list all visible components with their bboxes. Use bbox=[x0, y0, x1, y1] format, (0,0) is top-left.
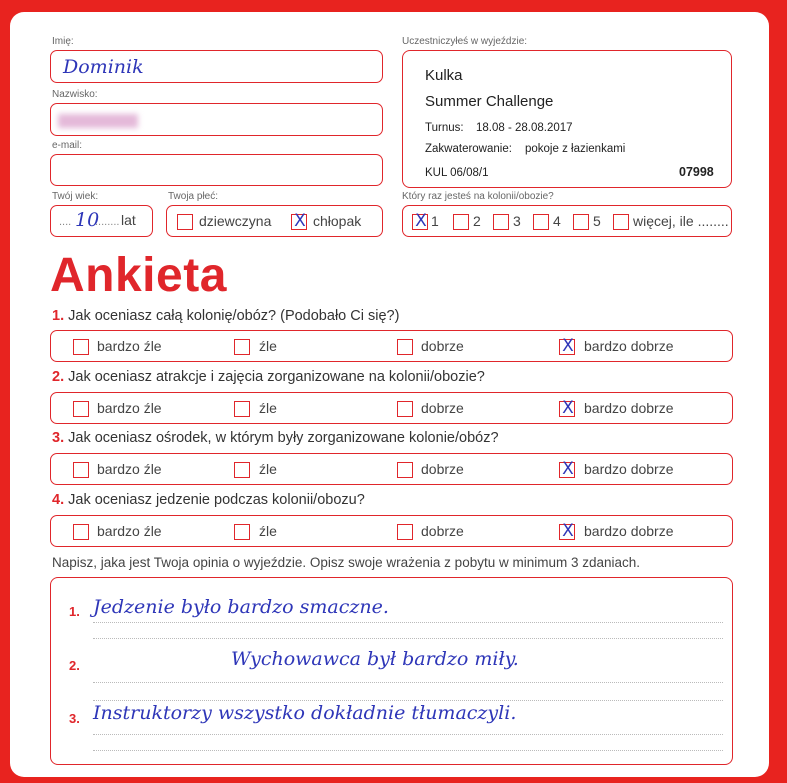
age-value: 10 bbox=[75, 209, 100, 231]
times-checkbox-5[interactable] bbox=[573, 214, 589, 230]
participation-card bbox=[402, 50, 732, 188]
times-option-4: 4 bbox=[553, 213, 561, 229]
accommodation-value: pokoje z łazienkami bbox=[525, 143, 626, 155]
times-option-1: 1 bbox=[431, 213, 439, 229]
question-4 bbox=[52, 492, 365, 508]
opinion-line-number: 3. bbox=[69, 711, 80, 726]
redacted-surname bbox=[58, 114, 138, 128]
times-checkbox-more[interactable] bbox=[613, 214, 629, 230]
question-3 bbox=[52, 430, 499, 446]
option-label-bad: źle bbox=[259, 461, 277, 477]
check-mark: X bbox=[562, 521, 574, 541]
opinion-box[interactable] bbox=[50, 577, 733, 765]
survey-sheet bbox=[10, 12, 769, 777]
check-mark: X bbox=[562, 398, 574, 418]
check-mark: X bbox=[562, 459, 574, 479]
option-label-very-bad: bardzo źle bbox=[97, 523, 162, 539]
age-label: Twój wiek: bbox=[52, 191, 99, 202]
survey-title: Ankieta bbox=[50, 249, 227, 302]
opinion-line-3: Instruktorzy wszystko dokładnie tłumaczyli. bbox=[93, 702, 517, 724]
question-text: Jak oceniasz całą kolonię/obóz? (Podobało Ci się?) bbox=[68, 308, 400, 324]
gender-option-girl: dziewczyna bbox=[199, 213, 272, 229]
participation-label: Uczestniczyłeś w wyjeździe: bbox=[402, 36, 528, 47]
form-number: 07998 bbox=[679, 165, 714, 179]
times-option-3: 3 bbox=[513, 213, 521, 229]
question-text: Jak oceniasz jedzenie podczas kolonii/obozu? bbox=[68, 492, 365, 508]
check-mark: X bbox=[294, 211, 306, 231]
times-field bbox=[402, 205, 732, 237]
option-checkbox-good[interactable] bbox=[397, 401, 413, 417]
line-divider bbox=[93, 734, 723, 735]
answer-row-1 bbox=[50, 330, 733, 362]
option-checkbox-good[interactable] bbox=[397, 462, 413, 478]
age-unit: lat bbox=[121, 212, 136, 228]
option-checkbox-very-bad[interactable] bbox=[73, 339, 89, 355]
times-checkbox-1[interactable] bbox=[412, 211, 428, 231]
question-1 bbox=[52, 308, 399, 324]
gender-checkbox-boy[interactable] bbox=[291, 211, 307, 231]
line-divider bbox=[93, 638, 723, 639]
accommodation-label: Zakwaterowanie: bbox=[425, 143, 512, 155]
question-text: Jak oceniasz ośrodek, w którym były zorganizowane kolonie/obóz? bbox=[68, 430, 499, 446]
option-checkbox-very-bad[interactable] bbox=[73, 401, 89, 417]
option-label-bad: źle bbox=[259, 400, 277, 416]
age-dots-after: ........ bbox=[95, 216, 120, 228]
option-label-good: dobrze bbox=[421, 400, 464, 416]
program-name: Summer Challenge bbox=[425, 93, 554, 110]
name-field[interactable] bbox=[50, 50, 383, 83]
option-label-bad: źle bbox=[259, 338, 277, 354]
answer-row-3 bbox=[50, 453, 733, 485]
option-checkbox-very-good[interactable] bbox=[559, 398, 575, 418]
name-value: Dominik bbox=[63, 56, 144, 78]
option-label-very-good: bardzo dobrze bbox=[584, 400, 674, 416]
times-option-5: 5 bbox=[593, 213, 601, 229]
option-checkbox-very-bad[interactable] bbox=[73, 462, 89, 478]
option-checkbox-bad[interactable] bbox=[234, 524, 250, 540]
line-divider bbox=[93, 622, 723, 623]
line-divider bbox=[93, 700, 723, 701]
option-checkbox-very-good[interactable] bbox=[559, 336, 575, 356]
line-divider bbox=[93, 682, 723, 683]
option-checkbox-very-bad[interactable] bbox=[73, 524, 89, 540]
option-label-good: dobrze bbox=[421, 338, 464, 354]
option-checkbox-bad[interactable] bbox=[234, 401, 250, 417]
turnus-label: Turnus: bbox=[425, 122, 464, 134]
surname-label: Nazwisko: bbox=[52, 89, 98, 100]
times-option-2: 2 bbox=[473, 213, 481, 229]
option-label-very-good: bardzo dobrze bbox=[584, 461, 674, 477]
opinion-line-number: 1. bbox=[69, 604, 80, 619]
option-checkbox-very-good[interactable] bbox=[559, 521, 575, 541]
option-checkbox-good[interactable] bbox=[397, 524, 413, 540]
opinion-line-1: Jedzenie było bardzo smaczne. bbox=[93, 596, 389, 618]
times-checkbox-2[interactable] bbox=[453, 214, 469, 230]
opinion-line-2: Wychowawca był bardzo miły. bbox=[231, 648, 519, 670]
gender-field bbox=[166, 205, 383, 237]
camp-name: Kulka bbox=[425, 67, 463, 84]
option-label-very-bad: bardzo źle bbox=[97, 338, 162, 354]
question-number: 2. bbox=[52, 369, 65, 385]
option-label-good: dobrze bbox=[421, 461, 464, 477]
question-number: 3. bbox=[52, 430, 65, 446]
name-label: Imię: bbox=[52, 36, 74, 47]
option-label-very-bad: bardzo źle bbox=[97, 461, 162, 477]
answer-row-2 bbox=[50, 392, 733, 424]
email-field[interactable] bbox=[50, 154, 383, 186]
option-label-very-good: bardzo dobrze bbox=[584, 338, 674, 354]
answer-row-4 bbox=[50, 515, 733, 547]
email-label: e-mail: bbox=[52, 140, 83, 151]
turnus-value: 18.08 - 28.08.2017 bbox=[476, 122, 573, 134]
option-label-very-bad: bardzo źle bbox=[97, 400, 162, 416]
check-mark: X bbox=[562, 336, 574, 356]
option-label-good: dobrze bbox=[421, 523, 464, 539]
line-divider bbox=[93, 750, 723, 751]
option-checkbox-very-good[interactable] bbox=[559, 459, 575, 479]
question-number: 1. bbox=[52, 308, 65, 324]
option-checkbox-bad[interactable] bbox=[234, 339, 250, 355]
question-text: Jak oceniasz atrakcje i zajęcia zorganizowane na kolonii/obozie? bbox=[68, 369, 485, 385]
option-label-bad: źle bbox=[259, 523, 277, 539]
age-dots-before: .... bbox=[59, 216, 72, 228]
camp-code: KUL 06/08/1 bbox=[425, 167, 489, 179]
option-checkbox-bad[interactable] bbox=[234, 462, 250, 478]
times-label: Który raz jesteś na kolonii/obozie? bbox=[402, 191, 554, 202]
age-field[interactable] bbox=[50, 205, 153, 237]
option-label-very-good: bardzo dobrze bbox=[584, 523, 674, 539]
gender-option-boy: chłopak bbox=[313, 213, 362, 229]
check-mark: X bbox=[415, 211, 427, 231]
option-checkbox-good[interactable] bbox=[397, 339, 413, 355]
gender-checkbox-girl[interactable] bbox=[177, 214, 193, 230]
times-option-more: więcej, ile ........ bbox=[633, 213, 729, 229]
question-2 bbox=[52, 369, 485, 385]
question-number: 4. bbox=[52, 492, 65, 508]
gender-label: Twoja płeć: bbox=[168, 191, 219, 202]
opinion-line-number: 2. bbox=[69, 658, 80, 673]
times-checkbox-3[interactable] bbox=[493, 214, 509, 230]
times-checkbox-4[interactable] bbox=[533, 214, 549, 230]
opinion-prompt: Napisz, jaka jest Twoja opinia o wyjeździe. Opisz swoje wrażenia z pobytu w minimum 3 zdaniach. bbox=[52, 555, 641, 570]
